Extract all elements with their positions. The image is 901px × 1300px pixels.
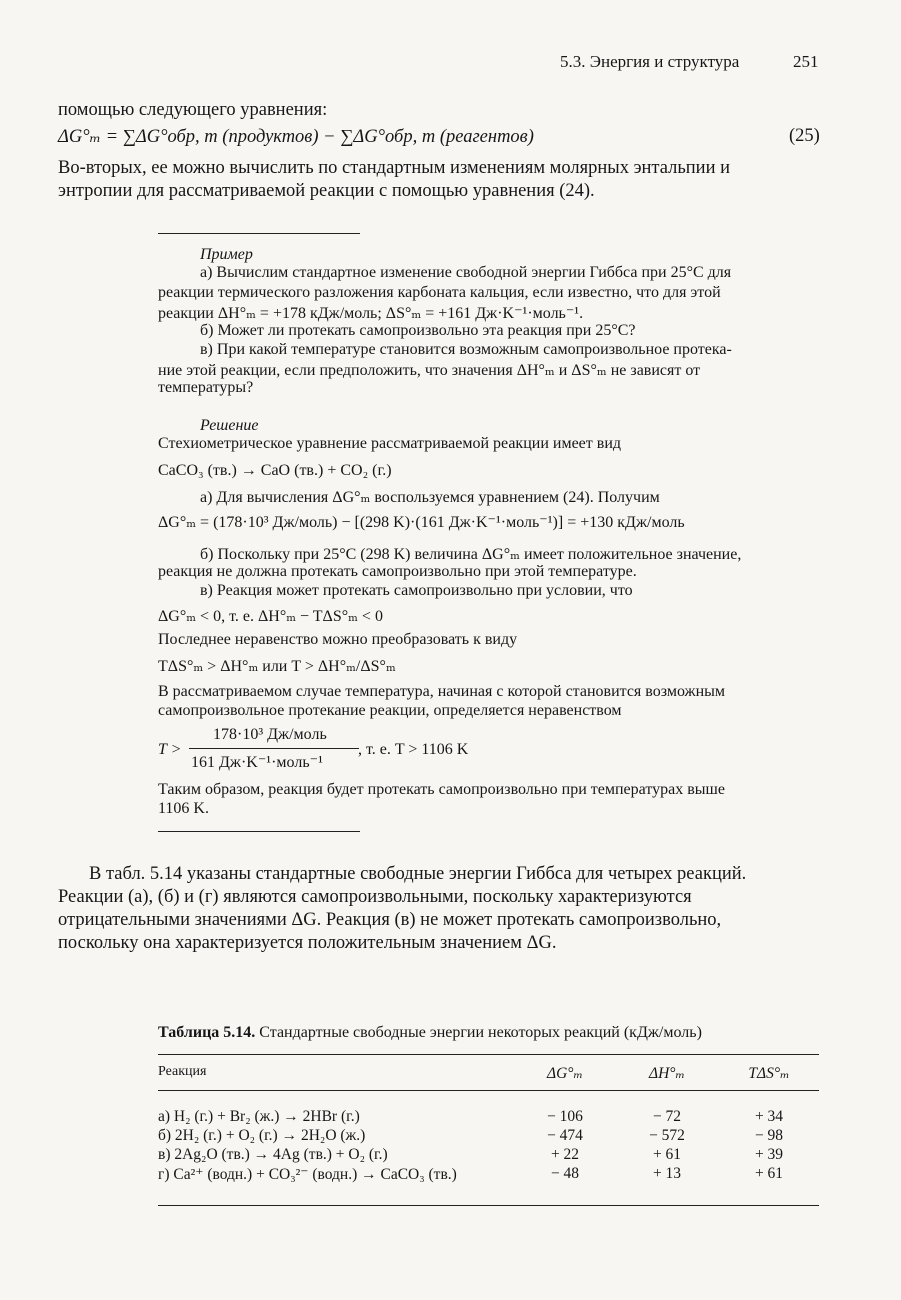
fraction-numerator: 178·10³ Дж/моль — [213, 726, 327, 743]
solution-line: реакция не должна протекать самопроизвольно при этой температуре. — [158, 563, 637, 580]
fraction-result: , т. е. T > 1106 K — [358, 741, 469, 758]
table-cell-tds: − 98 — [754, 1127, 784, 1144]
example-line: ние этой реакции, если предположить, что значения ΔH°ₘ и ΔS°ₘ не зависят от — [158, 362, 701, 379]
table-cell-dg: + 22 — [550, 1146, 580, 1163]
page-number: 251 — [793, 52, 819, 71]
table-cell-dh: − 72 — [652, 1108, 682, 1125]
table-cell-reaction: г) Ca²⁺ (водн.) + CO₃²⁻ (водн.) → CaCO₃ (тв.) — [158, 1166, 457, 1183]
solution-line: в) Реакция может протекать самопроизвольно при условии, что — [200, 582, 633, 599]
table-header-rule — [158, 1090, 819, 1091]
table-cell-tds: + 39 — [754, 1146, 784, 1163]
conclusion-line: 1106 K. — [158, 800, 209, 817]
table-cell-dh: − 572 — [649, 1127, 685, 1144]
solution-heading: Решение — [200, 417, 259, 434]
equation-25: ΔG°ₘ = ∑ΔG°обр, m (продуктов) − ∑ΔG°обр, m (реагентов) — [58, 127, 534, 147]
table-caption-text: Стандартные свободные энергии некоторых реакций (кДж/моль) — [259, 1024, 702, 1041]
intro-line: энтропии для рассматриваемой реакции с помощью уравнения (24). — [58, 181, 595, 201]
table-cell-reaction: а) H₂ (г.) + Br₂ (ж.) → 2HBr (г.) — [158, 1108, 360, 1125]
solution-line: Стехиометрическое уравнение рассматриваемой реакции имеет вид — [158, 435, 622, 452]
paragraph-line: В табл. 5.14 указаны стандартные свободные энергии Гиббса для четырех реакций. — [89, 864, 747, 884]
example-line: б) Может ли протекать самопроизвольно эта реакция при 25°C? — [200, 322, 636, 339]
delta-g-calculation: ΔG°ₘ = (178·10³ Дж/моль) − [(298 K)·(161 Дж·K⁻¹·моль⁻¹)] = +130 кДж/моль — [158, 514, 685, 531]
table-top-rule — [158, 1054, 819, 1055]
table-cell-tds: + 61 — [754, 1165, 784, 1182]
table-cell-dg: − 48 — [550, 1165, 580, 1182]
inequality: ΔG°ₘ < 0, т. е. ΔH°ₘ − TΔS°ₘ < 0 — [158, 608, 383, 625]
paragraph-line: отрицательными значениями ΔG. Реакция (в) не может протекать самопроизвольно, — [58, 910, 722, 930]
table-cell-reaction: в) 2Ag₂O (тв.) → 4Ag (тв.) + O₂ (г.) — [158, 1146, 388, 1163]
table-header-dg: ΔG°ₘ — [547, 1065, 583, 1082]
table-cell-tds: + 34 — [754, 1108, 784, 1125]
solution-line: В рассматриваемом случае температура, начиная с которой становится возможным — [158, 683, 726, 700]
fraction-bar — [189, 748, 359, 749]
intro-line: помощью следующего уравнения: — [58, 100, 328, 120]
solution-line: а) Для вычисления ΔG°ₘ воспользуемся уравнением (24). Получим — [200, 489, 660, 506]
table-caption — [158, 1024, 702, 1042]
example-line: а) Вычислим стандартное изменение свободной энергии Гиббса при 25°C для — [200, 264, 732, 281]
example-heading: Пример — [200, 246, 253, 263]
table-cell-dg: − 106 — [547, 1108, 583, 1125]
example-line: реакции термического разложения карбоната кальция, если известно, что для этой — [158, 284, 721, 301]
equation-number: (25) — [789, 126, 820, 146]
table-caption-label: Таблица 5.14. — [158, 1024, 256, 1041]
example-top-rule — [158, 233, 360, 234]
solution-line: б) Поскольку при 25°C (298 K) величина ΔG°ₘ имеет положительное значение, — [200, 546, 742, 563]
fraction-denominator: 161 Дж·K⁻¹·моль⁻¹ — [191, 754, 323, 771]
table-cell-dh: + 13 — [652, 1165, 682, 1182]
table-cell-dg: − 474 — [547, 1127, 583, 1144]
running-header: 5.3. Энергия и структура — [560, 52, 740, 71]
table-cell-dh: + 61 — [652, 1146, 682, 1163]
example-line: реакции ΔH°ₘ = +178 кДж/моль; ΔS°ₘ = +161 Дж·K⁻¹·моль⁻¹. — [158, 305, 584, 322]
paragraph-line: Реакции (а), (б) и (г) являются самопроизвольными, поскольку характеризуются — [58, 887, 692, 907]
example-bottom-rule — [158, 831, 360, 832]
example-line: температуры? — [158, 379, 254, 396]
fraction-lhs: T > — [158, 741, 182, 758]
table-header-reaction: Реакция — [158, 1064, 207, 1079]
inequality-transformed: TΔS°ₘ > ΔH°ₘ или T > ΔH°ₘ/ΔS°ₘ — [158, 658, 396, 675]
intro-line: Во-вторых, ее можно вычислить по стандартным изменениям молярных энтальпии и — [58, 158, 730, 178]
solution-line: самопроизвольное протекание реакции, определяется неравенством — [158, 702, 622, 719]
example-line: в) При какой температуре становится возможным самопроизвольное протека- — [200, 341, 732, 358]
reaction-equation: CaCO₃ (тв.) → CaO (тв.) + CO₂ (г.) — [158, 462, 392, 479]
conclusion-line: Таким образом, реакция будет протекать самопроизвольно при температурах выше — [158, 781, 725, 798]
table-header-tds: TΔS°ₘ — [748, 1065, 790, 1082]
paragraph-line: поскольку она характеризуется положительным значением ΔG. — [58, 933, 557, 953]
table-cell-reaction: б) 2H₂ (г.) + O₂ (г.) → 2H₂O (ж.) — [158, 1127, 366, 1144]
table-bottom-rule — [158, 1205, 819, 1206]
table-header-dh: ΔH°ₘ — [649, 1065, 685, 1082]
solution-line: Последнее неравенство можно преобразовать к виду — [158, 631, 518, 648]
